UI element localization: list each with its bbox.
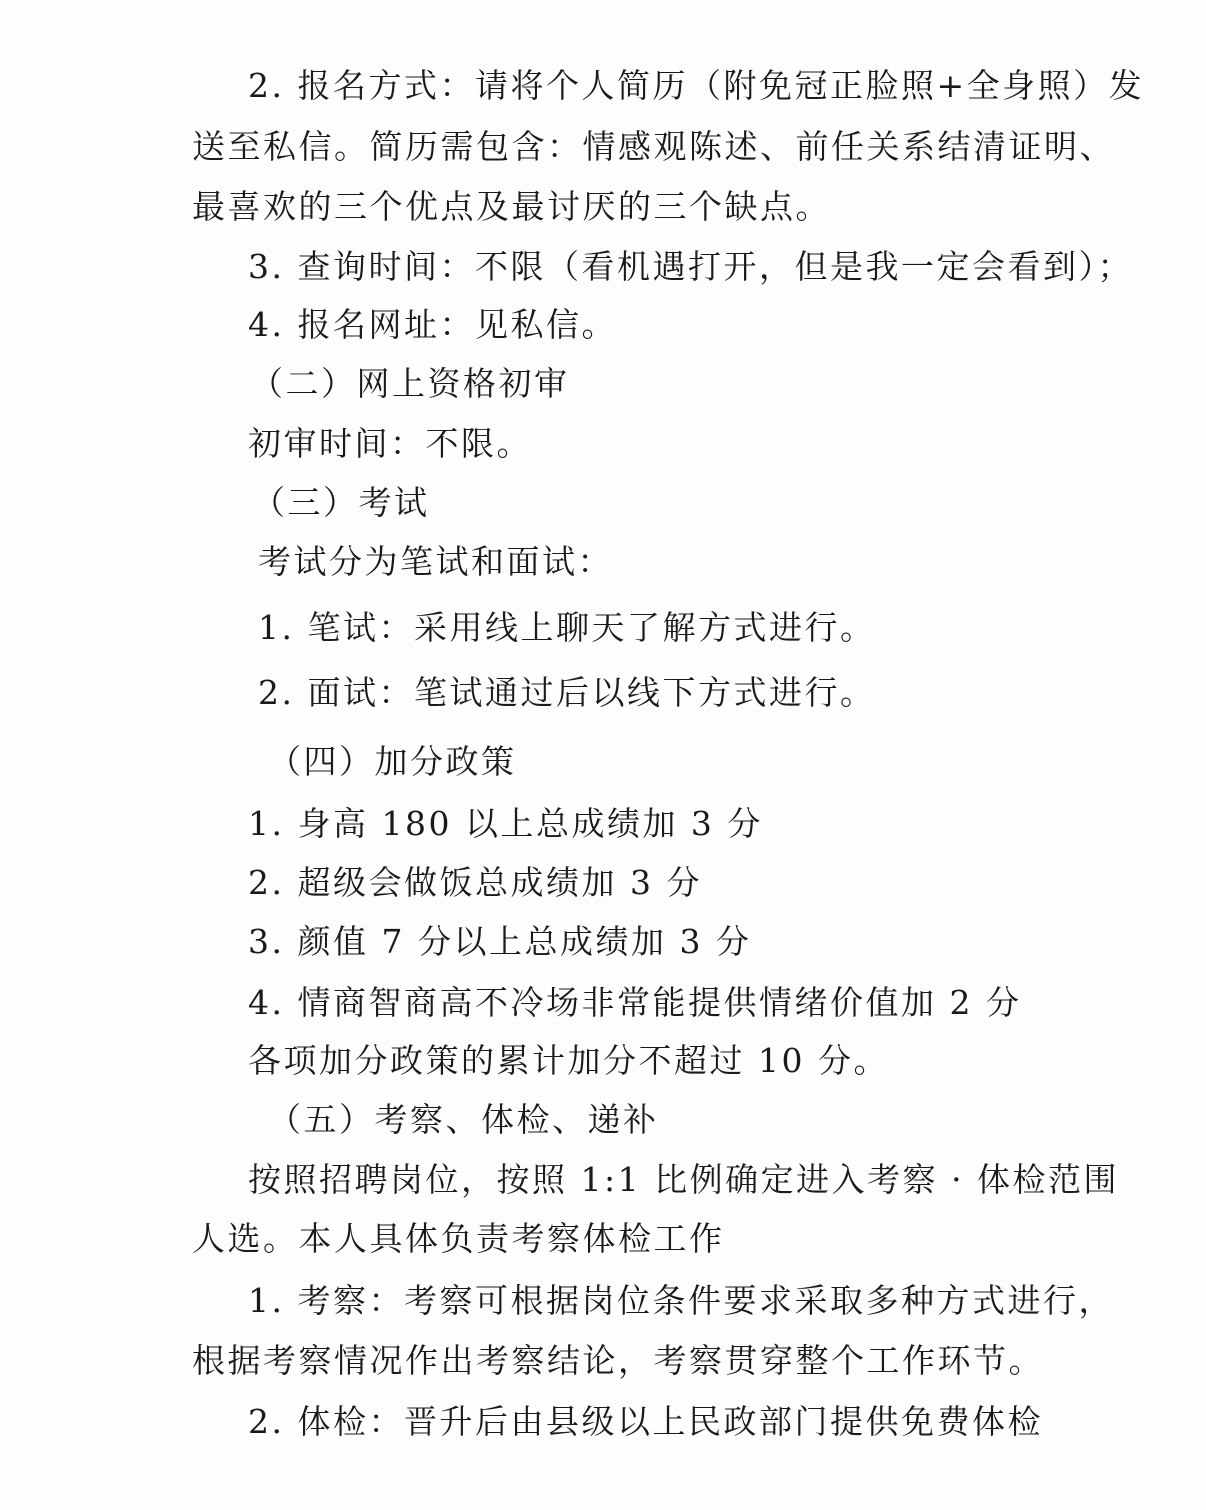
section-heading: （三）考试 (252, 483, 430, 522)
text-line: 2. 面试：笔试通过后以线下方式进行。 (258, 673, 876, 712)
text-line: 4. 情商智商高不冷场非常能提供情绪价值加 2 分 (248, 983, 1022, 1022)
text-line: 1. 身高 180 以上总成绩加 3 分 (248, 804, 763, 843)
text-line: 初审时间：不限。 (248, 424, 532, 463)
section-heading: （四）加分政策 (268, 742, 517, 781)
text-line: 1. 笔试：采用线上聊天了解方式进行。 (258, 608, 876, 647)
section-heading: （二）网上资格初审 (250, 364, 570, 403)
text-line: 考试分为笔试和面试： (258, 542, 613, 581)
text-line: 3. 颜值 7 分以上总成绩加 3 分 (248, 922, 752, 961)
text-line: 按照招聘岗位，按照 1:1 比例确定进入考察 · 体检范围 (248, 1160, 1120, 1199)
text-line: 3. 查询时间：不限（看机遇打开，但是我一定会看到）； (248, 247, 1133, 286)
text-line: 2. 体检：晋升后由县级以上民政部门提供免费体检 (248, 1402, 1043, 1441)
text-line: 各项加分政策的累计加分不超过 10 分。 (248, 1041, 889, 1080)
text-line: 人选。本人具体负责考察体检工作 (192, 1219, 725, 1258)
text-line: 根据考察情况作出考察结论，考察贯穿整个工作环节。 (192, 1341, 1044, 1380)
text-line: 2. 报名方式：请将个人简历（附免冠正脸照+全身照）发 (248, 66, 1145, 105)
text-line: 送至私信。简历需包含：情感观陈述、前任关系结清证明、 (192, 127, 1115, 166)
text-line: 1. 考察：考察可根据岗位条件要求采取多种方式进行， (248, 1281, 1114, 1320)
text-line: 4. 报名网址：见私信。 (248, 305, 617, 344)
text-line: 最喜欢的三个优点及最讨厌的三个缺点。 (192, 187, 831, 226)
section-heading: （五）考察、体检、递补 (268, 1100, 659, 1139)
text-line: 2. 超级会做饭总成绩加 3 分 (248, 863, 702, 902)
